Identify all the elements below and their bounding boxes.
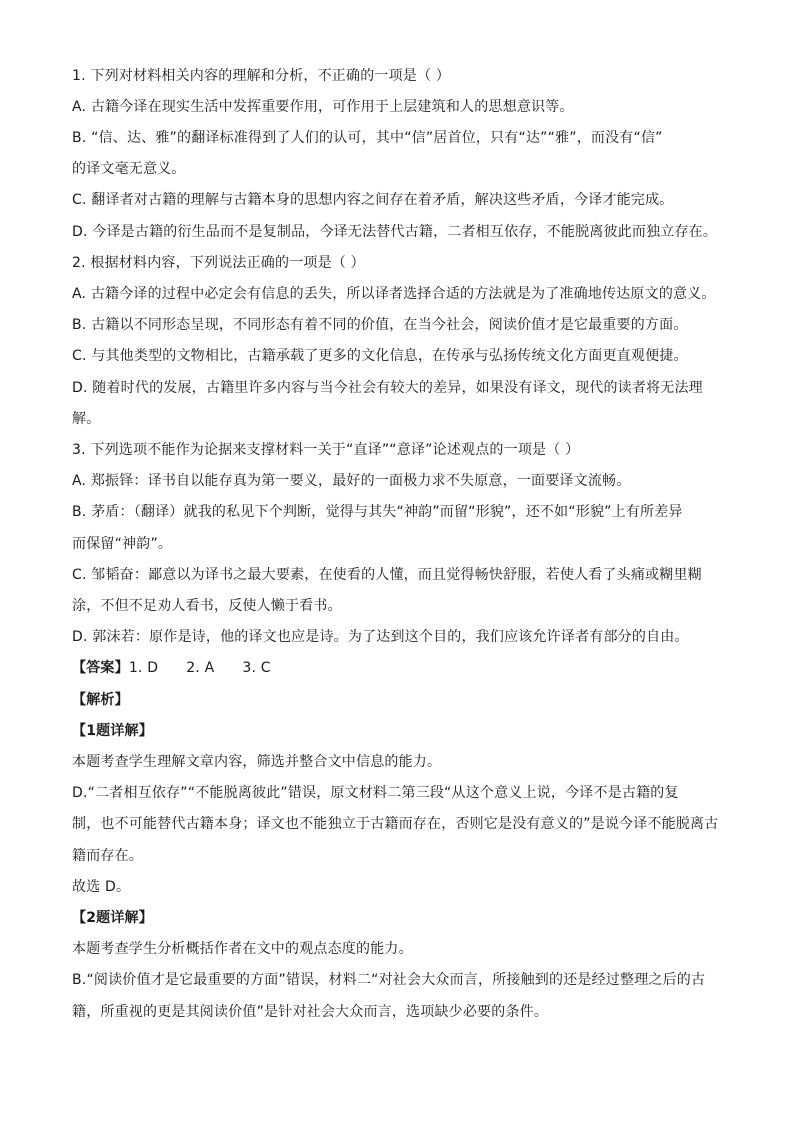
detail-2-intro: 本题考查学生分析概括作者在文中的观点态度的能力。: [72, 941, 413, 957]
answer-label: 【答案】: [72, 660, 129, 676]
answer-3: 3. C: [242, 660, 271, 676]
detail-1-text-3: 籍而存在。: [72, 848, 143, 864]
answer-2: 2. A: [186, 660, 215, 676]
q2-option-d-cont: 解。: [72, 411, 101, 427]
detail-1-intro: 本题考查学生理解文章内容，筛选并整合文中信息的能力。: [72, 754, 442, 770]
q1-option-c: C. 翻译者对古籍的理解与古籍本身的思想内容之间存在着矛盾，解决这些矛盾，今译才能完成。: [72, 192, 674, 208]
q1-option-b-cont: 的译文毫无意义。: [72, 161, 186, 177]
detail-1-conclusion: 故选 D。: [72, 879, 131, 895]
q1-option-d: D. 今译是古籍的衍生品而不是复制品，今译无法替代古籍，二者相互依存，不能脱离彼此而独立存在。: [72, 224, 718, 240]
q2-option-b: B. 古籍以不同形态呈现，不同形态有着不同的价值，在当今社会，阅读价值才是它最重要的方面。: [72, 317, 688, 333]
answer-line: [72, 658, 722, 678]
q3-option-a: A. 郑振铎：译书自以能存真为第一要义，最好的一面极力求不失原意，一面要译文流畅。: [72, 473, 631, 489]
q2-option-c: C. 与其他类型的文物相比，古籍承载了更多的文化信息，在传承与弘扬传统文化方面更直观便捷。: [72, 348, 688, 364]
detail-1-text-2: 制，也不可能替代古籍本身；译文也不能独立于古籍而存在，否则它是没有意义的”是说今译不能脱离古: [72, 816, 719, 832]
q3-option-c: C. 邹韬奋：鄙意以为译书之最大要素，在使看的人懂，而且觉得畅快舒服，若使人看了头痛或糊里糊: [72, 567, 702, 583]
q2-option-d: D. 随着时代的发展，古籍里许多内容与当今社会有较大的差异，如果没有译文，现代的读者将无法理: [72, 380, 703, 396]
q3-stem: 3. 下列选项不能作为论据来支撑材料一关于“直译”“意译”论述观点的一项是（ ）: [72, 442, 580, 458]
q3-option-c-cont: 涂，不但不足劝人看书，反使人懒于看书。: [72, 598, 342, 614]
detail-1-text-1: D.“二者相互依存”“不能脱离彼此”错误，原文材料二第三段“从这个意义上说，今译不是古籍的复: [72, 785, 679, 801]
detail-2-text-2: 籍，所重视的更是其阅读价值”是针对社会大众而言，选项缺少必要的条件。: [72, 1004, 549, 1020]
q2-option-a: A. 古籍今译的过程中必定会有信息的丢失，所以译者选择合适的方法就是为了准确地传达原文的意义。: [72, 286, 716, 302]
q3-option-b-cont: 而保留“神韵”。: [72, 536, 173, 552]
answer-1: 1. D: [128, 660, 159, 676]
detail-1-label: 【1题详解】: [72, 723, 153, 739]
detail-2-text-1: B.“阅读价值才是它最重要的方面”错误，材料二“对社会大众而言，所接触到的还是经过整理之后的古: [72, 972, 706, 988]
q2-stem: 2. 根据材料内容，下列说法正确的一项是（ ）: [72, 255, 365, 271]
q3-option-b: B. 茅盾：（翻译）就我的私见下个判断，觉得与其失“神韵”而留“形貌”，还不如“形貌”上有所差异: [72, 504, 683, 520]
analysis-label: 【解析】: [72, 692, 129, 708]
detail-2-label: 【2题详解】: [72, 910, 153, 926]
q1-option-b: B. “信、达、雅”的翻译标准得到了人们的认可，其中“信”居首位，只有“达”“雅”，而没有“信”: [72, 130, 663, 146]
q3-option-d: D. 郭沫若：原作是诗，他的译文也应是诗。为了达到这个目的，我们应该允许译者有部分的自由。: [72, 629, 689, 645]
q1-option-a: A. 古籍今译在现实生活中发挥重要作用，可作用于上层建筑和人的思想意识等。: [72, 99, 574, 115]
q1-stem: 1. 下列对材料相关内容的理解和分析，不正确的一项是（ ）: [72, 68, 451, 84]
